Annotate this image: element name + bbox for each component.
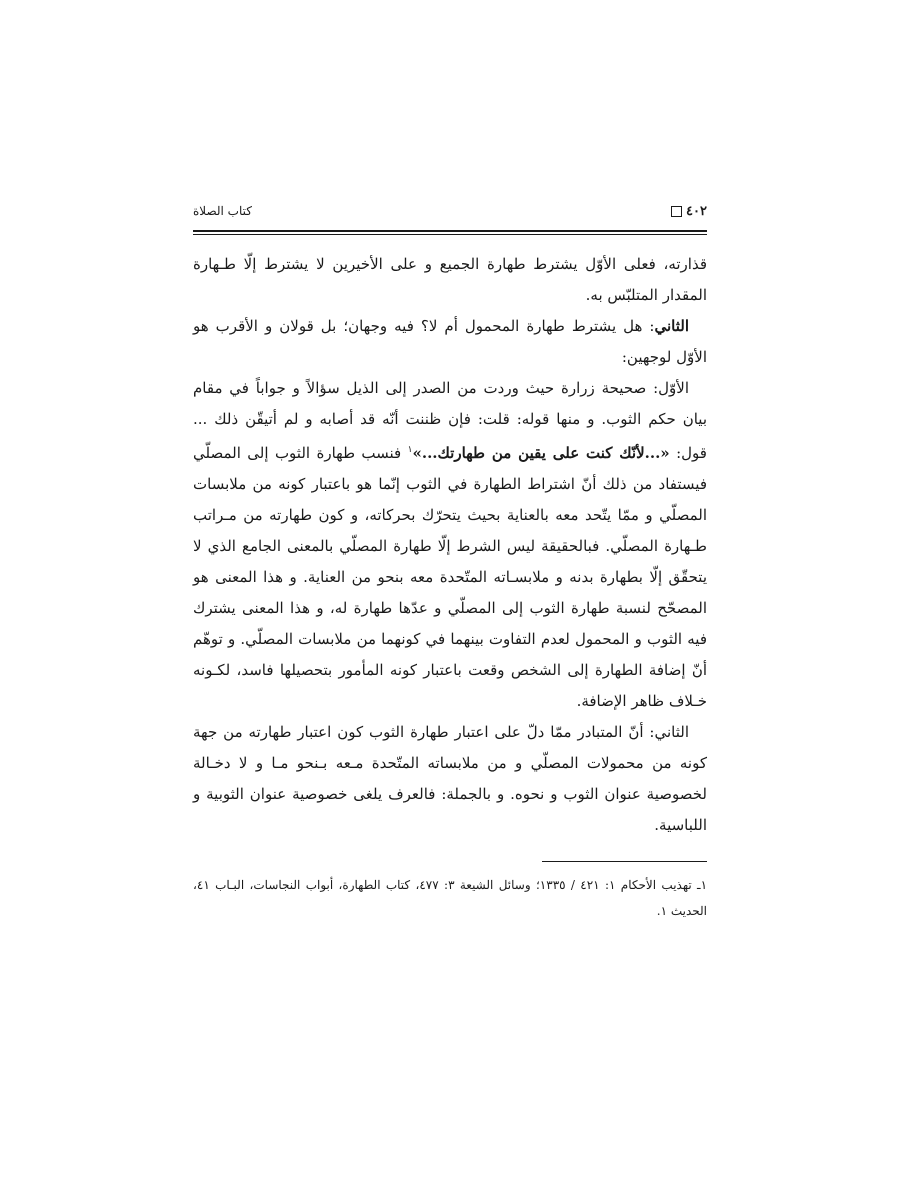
page-number-text: ٤٠٢ bbox=[686, 204, 707, 219]
paragraph-3-part-a: الأوّل: صحيحة زرارة حيث وردت من الصدر إلى الذيل سؤالاً و جواباً في مقام بيان حكم الثوب. و منها قوله: قلت: فإن ظننت أنّه قد أصابه و لم أتيقّن ذلك ... قول: bbox=[193, 379, 707, 462]
paragraph-3-part-b: فنسب طهارة الثوب إلى المصلّي فيستفاد من ذلك أنّ اشتراط الطهارة في الثوب إنّما هو باعتبار كونه من ملابسات المصلّي و ممّا يتّحد معه بالعناية بحيث يتحرّك بحركاته، و كون طهارته من مـراتب طـهارة المصلّي. فبالحقيقة ليس الشرط إلّا طهارة المصلّي بالمعنى الجامع الذي لا يتحقّق إلّا بطهارة بدنه و ملابسـاته المتّحدة معه بنحو من العناية. و هذا المعنى هو المصحّح لنسبة طهارة الثوب إلى المصلّي و عدّها طهارة له، و هذا المعنى يشترك فيه الثوب و المحمول لعدم التفاوت بينهما في كونهما من ملابسات المصلّي. و توهّم أنّ إضافة الطهارة إلى الشخص وقعت باعتبار كونه المأمور بتحصيلها فاسد، لكـونه خـلاف ظاهر الإضافة. bbox=[193, 444, 707, 710]
footnote-marker[interactable]: ١ bbox=[407, 445, 413, 455]
page-header bbox=[193, 200, 707, 222]
paragraph-3 bbox=[193, 373, 707, 717]
footnote-separator bbox=[542, 861, 707, 862]
page-number bbox=[671, 204, 707, 219]
hadith-quote: «...لأنّك كنت على يقين من طهارتك...» bbox=[412, 444, 670, 462]
paragraph-2-lead: الثاني bbox=[654, 317, 689, 335]
book-page bbox=[193, 200, 707, 924]
header-rule-thick bbox=[193, 230, 707, 232]
header-rule-thin bbox=[193, 234, 707, 235]
footnote: ١ـ تهذيب الأحكام ١: ٤٢١ / ١٣٣٥؛ وسائل الشيعة ٣: ٤٧٧، كتاب الطهارة، أبواب النجاسات، البـاب ٤١، الحديث ١. bbox=[193, 878, 708, 918]
running-title: كتاب الصلاة bbox=[193, 204, 252, 218]
square-icon bbox=[671, 206, 682, 217]
paragraph-4: الثاني: أنّ المتبادر ممّا دلّ على اعتبار طهارة الثوب كون اعتبار طهارته من جهة كونه من محمولات المصلّي و من ملابساته المتّحدة مـعه بـنحو مـا و لا دخـالة لخصوصية عنوان الثوب و نحوه. و بالجملة: فالعرف يلغى خصوصية عنوان الثوبية و اللباسية. bbox=[193, 723, 707, 834]
main-text bbox=[193, 249, 707, 841]
paragraph-2 bbox=[193, 311, 707, 373]
paragraph-2-rest: : هل يشترط طهارة المحمول أم لا؟ فيه وجهان؛ بل قولان و الأقرب هو الأوّل لوجهين: bbox=[193, 317, 707, 366]
paragraph-1: قذارته، فعلى الأوّل يشترط طهارة الجميع و على الأخيرين لا يشترط إلّا طـهارة المقدار المتلبّس به. bbox=[193, 255, 707, 304]
